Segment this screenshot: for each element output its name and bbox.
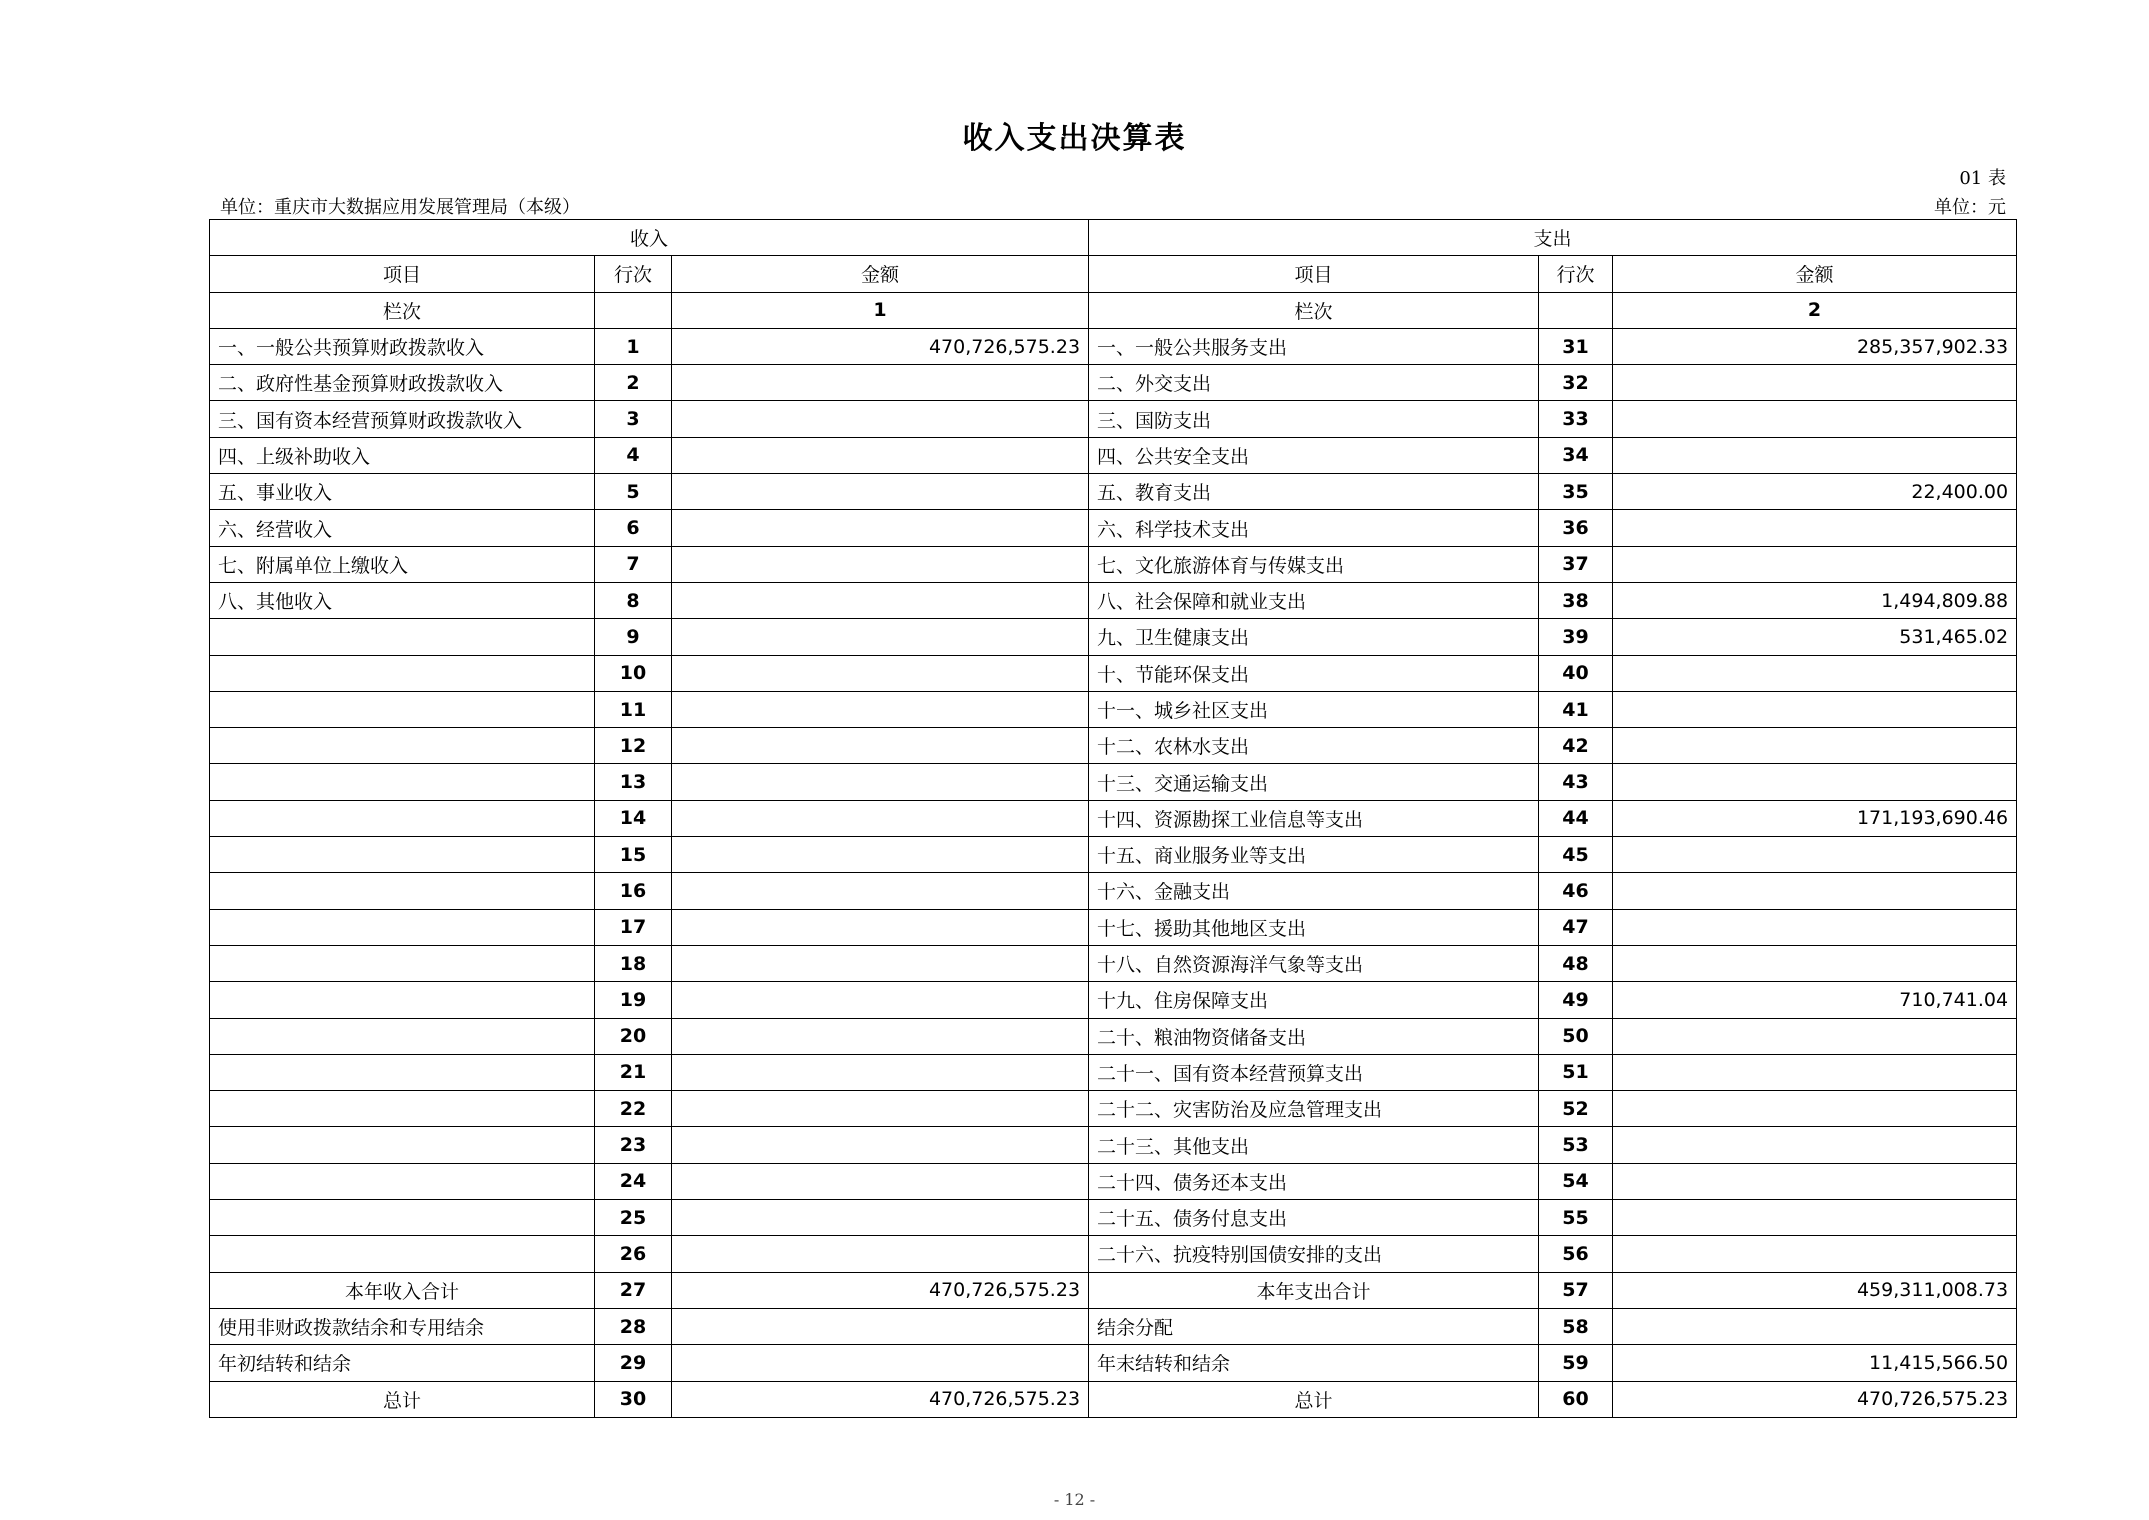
table-row xyxy=(210,1200,2017,1236)
income-amount xyxy=(672,401,1089,437)
table-row xyxy=(210,873,2017,909)
expense-section-header: 支出 xyxy=(1089,220,2017,256)
page-title: 收入支出决算表 xyxy=(962,121,1187,156)
income-amount-header: 金额 xyxy=(672,256,1089,292)
expense-amount: 22,400.00 xyxy=(1613,474,2017,510)
expense-amount xyxy=(1613,1127,2017,1163)
income-amount xyxy=(672,546,1089,582)
expense-amount xyxy=(1613,1091,2017,1127)
expense-line-no: 52 xyxy=(1539,1091,1613,1127)
income-item xyxy=(210,1054,595,1090)
table-row xyxy=(210,909,2017,945)
expense-item-header: 项目 xyxy=(1089,256,1539,292)
table-row xyxy=(210,982,2017,1018)
income-amount xyxy=(672,728,1089,764)
income-line-no: 23 xyxy=(595,1127,672,1163)
income-line-no: 16 xyxy=(595,873,672,909)
expense-item: 六、科学技术支出 xyxy=(1089,510,1539,546)
expense-item: 二、外交支出 xyxy=(1089,365,1539,401)
table-row xyxy=(210,800,2017,836)
income-section-header: 收入 xyxy=(210,220,1089,256)
table-row xyxy=(210,728,2017,764)
expense-amount xyxy=(1613,691,2017,727)
expense-line-no: 59 xyxy=(1539,1345,1613,1381)
table-row xyxy=(210,945,2017,981)
expense-line-no: 56 xyxy=(1539,1236,1613,1272)
income-item xyxy=(210,837,595,873)
unit-currency: 单位：元 xyxy=(1934,197,2006,218)
expense-line-no: 40 xyxy=(1539,655,1613,691)
expense-amount xyxy=(1613,510,2017,546)
income-amount xyxy=(672,691,1089,727)
expense-item: 总计 xyxy=(1089,1381,1539,1417)
income-amount xyxy=(672,945,1089,981)
income-amount xyxy=(672,1200,1089,1236)
income-amount: 470,726,575.23 xyxy=(672,1272,1089,1308)
expense-item: 年末结转和结余 xyxy=(1089,1345,1539,1381)
expense-amount xyxy=(1613,837,2017,873)
expense-line-no: 39 xyxy=(1539,619,1613,655)
income-amount xyxy=(672,909,1089,945)
expense-item: 二十一、国有资本经营预算支出 xyxy=(1089,1054,1539,1090)
expense-amount xyxy=(1613,1236,2017,1272)
income-item: 三、国有资本经营预算财政拨款收入 xyxy=(210,401,595,437)
expense-amount xyxy=(1613,728,2017,764)
table-row xyxy=(210,837,2017,873)
income-item: 六、经营收入 xyxy=(210,510,595,546)
income-amount xyxy=(672,619,1089,655)
expense-amount xyxy=(1613,1308,2017,1344)
expense-amount xyxy=(1613,1200,2017,1236)
income-item: 本年收入合计 xyxy=(210,1272,595,1308)
income-line-no: 2 xyxy=(595,365,672,401)
expense-amount: 1,494,809.88 xyxy=(1613,582,2017,618)
income-item: 四、上级补助收入 xyxy=(210,437,595,473)
income-amount xyxy=(672,800,1089,836)
expense-item: 结余分配 xyxy=(1089,1308,1539,1344)
table-row xyxy=(210,365,2017,401)
expense-line-no: 50 xyxy=(1539,1018,1613,1054)
expense-amount: 531,465.02 xyxy=(1613,619,2017,655)
expense-item: 十五、商业服务业等支出 xyxy=(1089,837,1539,873)
expense-item: 十二、农林水支出 xyxy=(1089,728,1539,764)
income-amount xyxy=(672,1091,1089,1127)
table-row xyxy=(210,619,2017,655)
income-line-no: 1 xyxy=(595,328,672,364)
header-row-sections xyxy=(210,220,2017,256)
income-amount xyxy=(672,837,1089,873)
expense-line-no: 43 xyxy=(1539,764,1613,800)
income-line-no: 21 xyxy=(595,1054,672,1090)
summary-row xyxy=(210,1345,2017,1381)
income-amount xyxy=(672,510,1089,546)
income-amount xyxy=(672,1345,1089,1381)
expense-item: 三、国防支出 xyxy=(1089,401,1539,437)
table-row xyxy=(210,764,2017,800)
income-amount xyxy=(672,1236,1089,1272)
table-row xyxy=(210,1091,2017,1127)
income-item xyxy=(210,1236,595,1272)
unit-organization: 单位：重庆市大数据应用发展管理局（本级） xyxy=(220,197,580,218)
income-item: 使用非财政拨款结余和专用结余 xyxy=(210,1308,595,1344)
expense-amount: 710,741.04 xyxy=(1613,982,2017,1018)
income-line-no: 6 xyxy=(595,510,672,546)
income-item xyxy=(210,909,595,945)
income-item xyxy=(210,945,595,981)
income-line-no: 19 xyxy=(595,982,672,1018)
income-amount xyxy=(672,474,1089,510)
expense-amount xyxy=(1613,365,2017,401)
expense-item: 二十六、抗疫特别国债安排的支出 xyxy=(1089,1236,1539,1272)
expense-line-no: 32 xyxy=(1539,365,1613,401)
expense-line-no: 31 xyxy=(1539,328,1613,364)
income-line-no: 17 xyxy=(595,909,672,945)
income-item xyxy=(210,655,595,691)
income-amount xyxy=(672,764,1089,800)
income-item: 七、附属单位上缴收入 xyxy=(210,546,595,582)
table-row xyxy=(210,1018,2017,1054)
income-item: 五、事业收入 xyxy=(210,474,595,510)
expense-line-no: 41 xyxy=(1539,691,1613,727)
expense-item: 二十二、灾害防治及应急管理支出 xyxy=(1089,1091,1539,1127)
income-amount xyxy=(672,655,1089,691)
income-amount xyxy=(672,982,1089,1018)
expense-amount: 459,311,008.73 xyxy=(1613,1272,2017,1308)
income-line-no: 29 xyxy=(595,1345,672,1381)
table-row xyxy=(210,510,2017,546)
income-item xyxy=(210,728,595,764)
income-amount xyxy=(672,437,1089,473)
expense-item: 十九、住房保障支出 xyxy=(1089,982,1539,1018)
income-column-index: 1 xyxy=(672,292,1089,328)
expense-line-no-header: 行次 xyxy=(1539,256,1613,292)
expense-item: 十七、援助其他地区支出 xyxy=(1089,909,1539,945)
income-item xyxy=(210,1200,595,1236)
expense-item: 十八、自然资源海洋气象等支出 xyxy=(1089,945,1539,981)
income-line-no: 18 xyxy=(595,945,672,981)
income-line-no: 11 xyxy=(595,691,672,727)
income-line-no: 5 xyxy=(595,474,672,510)
table-row xyxy=(210,328,2017,364)
table-row xyxy=(210,546,2017,582)
expense-item: 十四、资源勘探工业信息等支出 xyxy=(1089,800,1539,836)
table-row xyxy=(210,1236,2017,1272)
expense-amount xyxy=(1613,1163,2017,1199)
expense-amount: 171,193,690.46 xyxy=(1613,800,2017,836)
income-item-header: 项目 xyxy=(210,256,595,292)
expense-amount: 11,415,566.50 xyxy=(1613,1345,2017,1381)
expense-amount xyxy=(1613,945,2017,981)
income-line-no: 24 xyxy=(595,1163,672,1199)
expense-item: 十一、城乡社区支出 xyxy=(1089,691,1539,727)
table-row xyxy=(210,655,2017,691)
income-expense-table xyxy=(209,219,2017,1418)
expense-item: 本年支出合计 xyxy=(1089,1272,1539,1308)
expense-line-no: 48 xyxy=(1539,945,1613,981)
income-line-no: 10 xyxy=(595,655,672,691)
table-row xyxy=(210,1127,2017,1163)
income-item xyxy=(210,1018,595,1054)
expense-amount-header: 金额 xyxy=(1613,256,2017,292)
income-column-blank xyxy=(595,292,672,328)
expense-line-no: 33 xyxy=(1539,401,1613,437)
expense-item: 二十五、债务付息支出 xyxy=(1089,1200,1539,1236)
expense-amount xyxy=(1613,873,2017,909)
expense-item: 二十四、债务还本支出 xyxy=(1089,1163,1539,1199)
expense-item: 九、卫生健康支出 xyxy=(1089,619,1539,655)
expense-line-no: 57 xyxy=(1539,1272,1613,1308)
income-line-no: 20 xyxy=(595,1018,672,1054)
expense-column-blank xyxy=(1539,292,1613,328)
expense-item: 二十三、其他支出 xyxy=(1089,1127,1539,1163)
income-line-no: 30 xyxy=(595,1381,672,1417)
expense-line-no: 36 xyxy=(1539,510,1613,546)
income-line-no: 3 xyxy=(595,401,672,437)
income-line-no: 9 xyxy=(595,619,672,655)
summary-row xyxy=(210,1381,2017,1417)
income-amount: 470,726,575.23 xyxy=(672,1381,1089,1417)
table-row xyxy=(210,582,2017,618)
expense-item: 二十、粮油物资储备支出 xyxy=(1089,1018,1539,1054)
expense-line-no: 34 xyxy=(1539,437,1613,473)
income-item: 一、一般公共预算财政拨款收入 xyxy=(210,328,595,364)
income-line-no: 28 xyxy=(595,1308,672,1344)
table-row xyxy=(210,474,2017,510)
income-line-no: 25 xyxy=(595,1200,672,1236)
income-line-no: 26 xyxy=(595,1236,672,1272)
income-item xyxy=(210,619,595,655)
income-item xyxy=(210,982,595,1018)
expense-amount xyxy=(1613,1018,2017,1054)
income-amount xyxy=(672,365,1089,401)
header-row-column-index xyxy=(210,292,2017,328)
summary-row xyxy=(210,1308,2017,1344)
expense-amount: 470,726,575.23 xyxy=(1613,1381,2017,1417)
expense-line-no: 54 xyxy=(1539,1163,1613,1199)
expense-line-no: 49 xyxy=(1539,982,1613,1018)
income-item: 总计 xyxy=(210,1381,595,1417)
expense-item: 五、教育支出 xyxy=(1089,474,1539,510)
expense-item: 十、节能环保支出 xyxy=(1089,655,1539,691)
page-number: - 12 - xyxy=(1053,1490,1096,1509)
expense-line-no: 35 xyxy=(1539,474,1613,510)
expense-column-index: 2 xyxy=(1613,292,2017,328)
expense-item: 十六、金融支出 xyxy=(1089,873,1539,909)
expense-amount xyxy=(1613,764,2017,800)
income-item: 二、政府性基金预算财政拨款收入 xyxy=(210,365,595,401)
expense-item: 四、公共安全支出 xyxy=(1089,437,1539,473)
expense-item: 一、一般公共服务支出 xyxy=(1089,328,1539,364)
income-item xyxy=(210,764,595,800)
income-line-no-header: 行次 xyxy=(595,256,672,292)
income-line-no: 27 xyxy=(595,1272,672,1308)
table-row xyxy=(210,1163,2017,1199)
expense-line-no: 51 xyxy=(1539,1054,1613,1090)
expense-line-no: 44 xyxy=(1539,800,1613,836)
expense-column-label: 栏次 xyxy=(1089,292,1539,328)
expense-item: 十三、交通运输支出 xyxy=(1089,764,1539,800)
income-line-no: 22 xyxy=(595,1091,672,1127)
summary-row xyxy=(210,1272,2017,1308)
expense-item: 七、文化旅游体育与传媒支出 xyxy=(1089,546,1539,582)
income-amount xyxy=(672,1054,1089,1090)
income-amount xyxy=(672,1163,1089,1199)
income-amount xyxy=(672,1308,1089,1344)
expense-line-no: 60 xyxy=(1539,1381,1613,1417)
expense-item: 八、社会保障和就业支出 xyxy=(1089,582,1539,618)
income-amount: 470,726,575.23 xyxy=(672,328,1089,364)
expense-amount xyxy=(1613,909,2017,945)
income-line-no: 8 xyxy=(595,582,672,618)
expense-line-no: 55 xyxy=(1539,1200,1613,1236)
income-line-no: 4 xyxy=(595,437,672,473)
table-row xyxy=(210,401,2017,437)
income-line-no: 13 xyxy=(595,764,672,800)
expense-line-no: 45 xyxy=(1539,837,1613,873)
income-item: 八、其他收入 xyxy=(210,582,595,618)
expense-amount xyxy=(1613,437,2017,473)
income-amount xyxy=(672,582,1089,618)
expense-line-no: 58 xyxy=(1539,1308,1613,1344)
income-amount xyxy=(672,1018,1089,1054)
header-row-columns xyxy=(210,256,2017,292)
table-row xyxy=(210,691,2017,727)
income-item xyxy=(210,691,595,727)
income-item xyxy=(210,1091,595,1127)
income-column-label: 栏次 xyxy=(210,292,595,328)
table-row xyxy=(210,1054,2017,1090)
income-line-no: 12 xyxy=(595,728,672,764)
expense-amount xyxy=(1613,546,2017,582)
expense-line-no: 38 xyxy=(1539,582,1613,618)
expense-amount xyxy=(1613,1054,2017,1090)
expense-line-no: 42 xyxy=(1539,728,1613,764)
income-item xyxy=(210,800,595,836)
income-item: 年初结转和结余 xyxy=(210,1345,595,1381)
income-item xyxy=(210,1163,595,1199)
expense-line-no: 37 xyxy=(1539,546,1613,582)
income-line-no: 14 xyxy=(595,800,672,836)
income-amount xyxy=(672,1127,1089,1163)
expense-amount xyxy=(1613,655,2017,691)
table-row xyxy=(210,437,2017,473)
income-line-no: 15 xyxy=(595,837,672,873)
expense-amount xyxy=(1613,401,2017,437)
expense-amount: 285,357,902.33 xyxy=(1613,328,2017,364)
income-item xyxy=(210,1127,595,1163)
expense-line-no: 46 xyxy=(1539,873,1613,909)
form-number: 01 表 xyxy=(1959,168,2006,189)
income-item xyxy=(210,873,595,909)
expense-line-no: 47 xyxy=(1539,909,1613,945)
expense-line-no: 53 xyxy=(1539,1127,1613,1163)
income-line-no: 7 xyxy=(595,546,672,582)
income-amount xyxy=(672,873,1089,909)
